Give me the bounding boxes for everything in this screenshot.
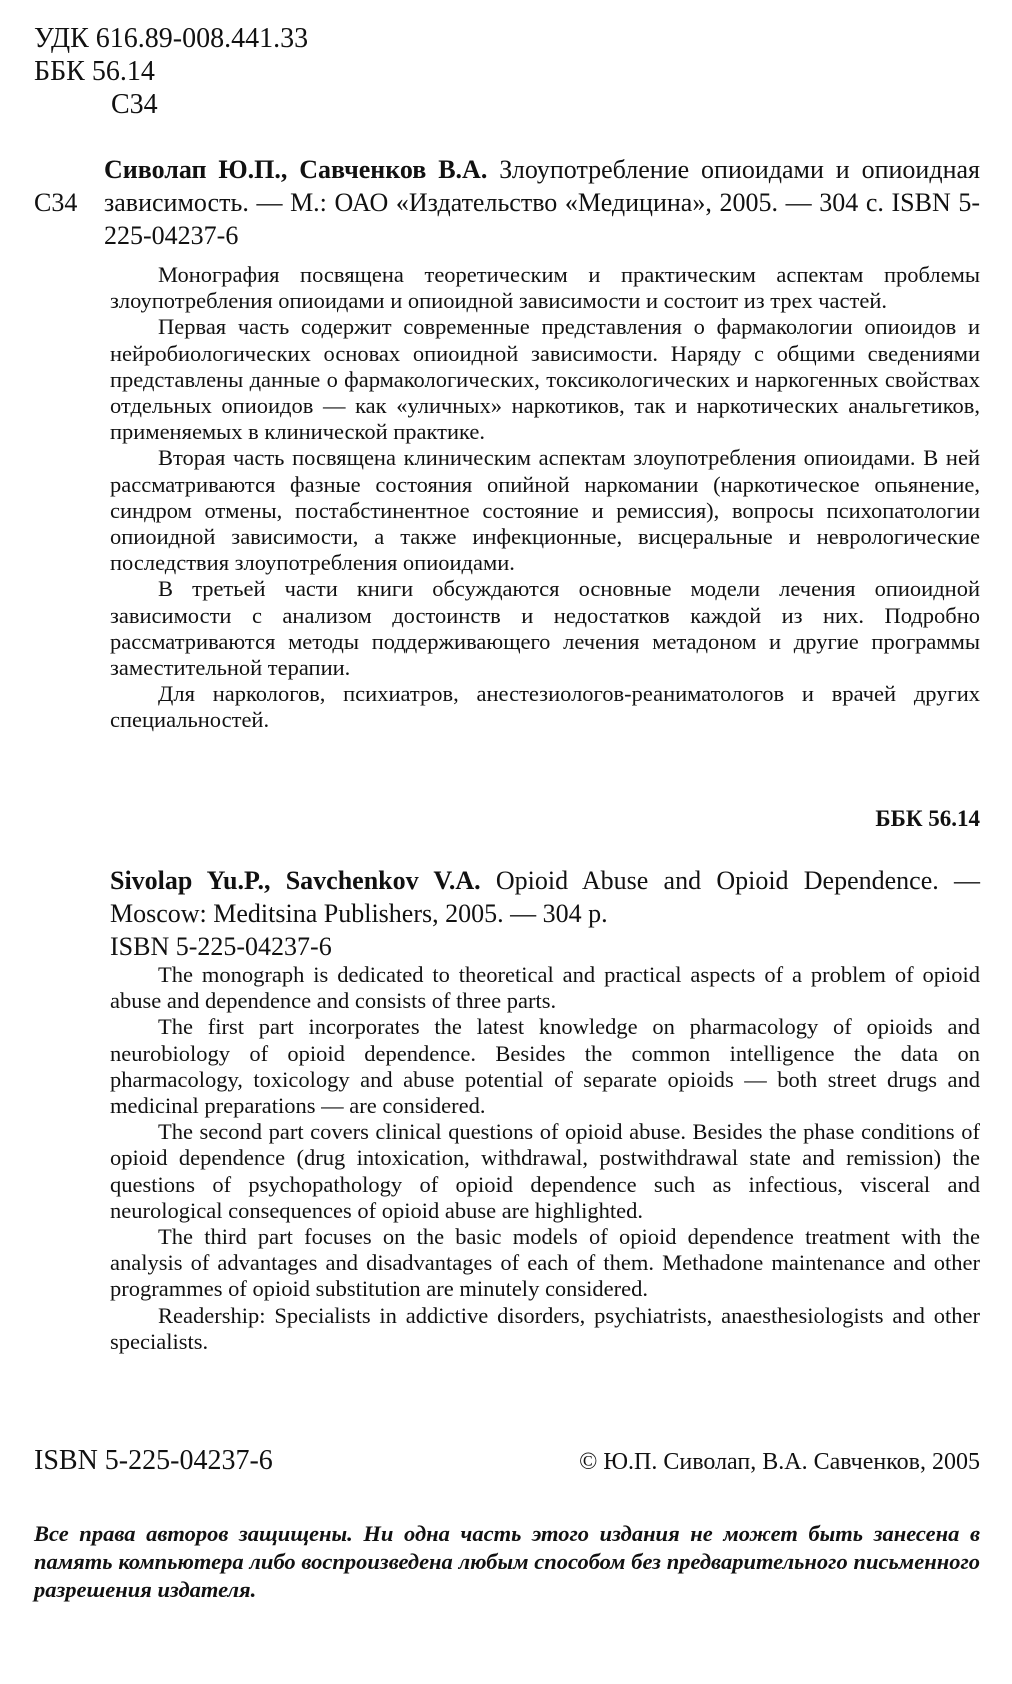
abstract-paragraph-en: The monograph is dedicated to theoretical and practical aspects of a problem of opioid abuse and dependence and consists of three parts. xyxy=(110,962,980,1014)
isbn-copyright-row xyxy=(34,1445,980,1477)
russian-citation xyxy=(34,153,980,252)
author-mark: С34 xyxy=(111,89,158,120)
abstract-paragraph: В третьей части книги обсуждаются основные модели лечения опиоидной зависимости с анализом достоинств и недостатков каждой из них. Подробно рассматриваются методы поддерживающего лечения метадоном и другие программы заместительной терапии. xyxy=(110,576,980,681)
english-abstract xyxy=(110,962,980,1355)
citation-text xyxy=(104,153,980,252)
citation-authors: Сиволап Ю.П., Савченков В.А. xyxy=(104,155,488,184)
classification-codes xyxy=(34,22,308,121)
abstract-paragraph: Первая часть содержит современные представления о фармакологии опиоидов и нейробиологических основах опиоидной зависимости. Наряду с общими сведениями представлены данные о фармакологических, токсикологических и наркогенных свойствах отдельных опиоидов — как «уличных» наркотиков, так и наркотических анальгетиков, применяемых в клинической практике. xyxy=(110,314,980,445)
abstract-paragraph-en: The second part covers clinical questions of opioid abuse. Besides the phase conditions of opioid dependence (drug intoxication, withdrawal, postwithdrawal state and remission) the questions of psychopathology of opioid dependence such as infectious, visceral and neurological consequences of opioid abuse are highlighted. xyxy=(110,1119,980,1223)
citation-authors-en: Sivolap Yu.P., Savchenkov V.A. xyxy=(110,866,481,895)
rights-notice: Все права авторов защищены. Ни одна часть этого издания не может быть занесена в память компьютера либо воспроизведена любым способом без предварительного письменного разрешения издателя. xyxy=(34,1521,980,1602)
citation-title-en: Opioid Abuse and Opioid Dependence. — Moscow: Meditsina Publishers, 2005. — 304 p. xyxy=(110,866,980,928)
isbn-number: ISBN 5-225-04237-6 xyxy=(34,1445,273,1476)
russian-abstract xyxy=(110,262,980,734)
bbk-right-code: ББК 56.14 xyxy=(875,806,980,831)
abstract-paragraph: Для наркологов, психиатров, анестезиологов-реаниматологов и врачей других специальностей. xyxy=(110,681,980,733)
abstract-paragraph-en: Readership: Specialists in addictive disorders, psychiatrists, anaesthesiologists and other specialists. xyxy=(110,1302,980,1354)
abstract-paragraph-en: The first part incorporates the latest knowledge on pharmacology of opioids and neurobiology of opioid dependence. Besides the common intelligence the data on pharmacology, toxicology and abuse potential of separate opioids — both street drugs and medicinal preparations — are considered. xyxy=(110,1014,980,1119)
copyright-notice: © Ю.П. Сиволап, В.А. Савченков, 2005 xyxy=(579,1449,980,1475)
english-citation xyxy=(110,864,980,963)
abstract-paragraph-en: The third part focuses on the basic models of opioid dependence treatment with the analysis of advantages and disadvantages of each of them. Methadone maintenance and other programmes of opioid substitution are minutely considered. xyxy=(110,1224,980,1302)
abstract-paragraph: Монография посвящена теоретическим и практическим аспектам проблемы злоупотребления опиоидами и опиоидной зависимости и состоит из трех частей. xyxy=(110,262,980,314)
abstract-paragraph: Вторая часть посвящена клиническим аспектам злоупотребления опиоидами. В ней рассматриваются фазные состояния опийной наркомании (наркотическое опьянение, синдром отмены, постабстинентное состояние и ремиссия), вопросы психопатологии опиоидной зависимости, а также инфекционные, висцеральные и неврологические последствия злоупотребления опиоидами. xyxy=(110,445,980,576)
citation-title: Злоупотребление опиоидами и опиоидная зависимость. — М.: ОАО «Издательство «Медицина», 2005. — 304 с. ISBN 5-225-04237-6 xyxy=(104,155,980,250)
bbk-code: ББК 56.14 xyxy=(34,56,155,87)
citation-isbn-en: ISBN 5-225-04237-6 xyxy=(110,932,332,961)
udk-code: УДК 616.89-008.441.33 xyxy=(34,23,309,54)
citation-author-mark: С34 xyxy=(34,188,78,217)
